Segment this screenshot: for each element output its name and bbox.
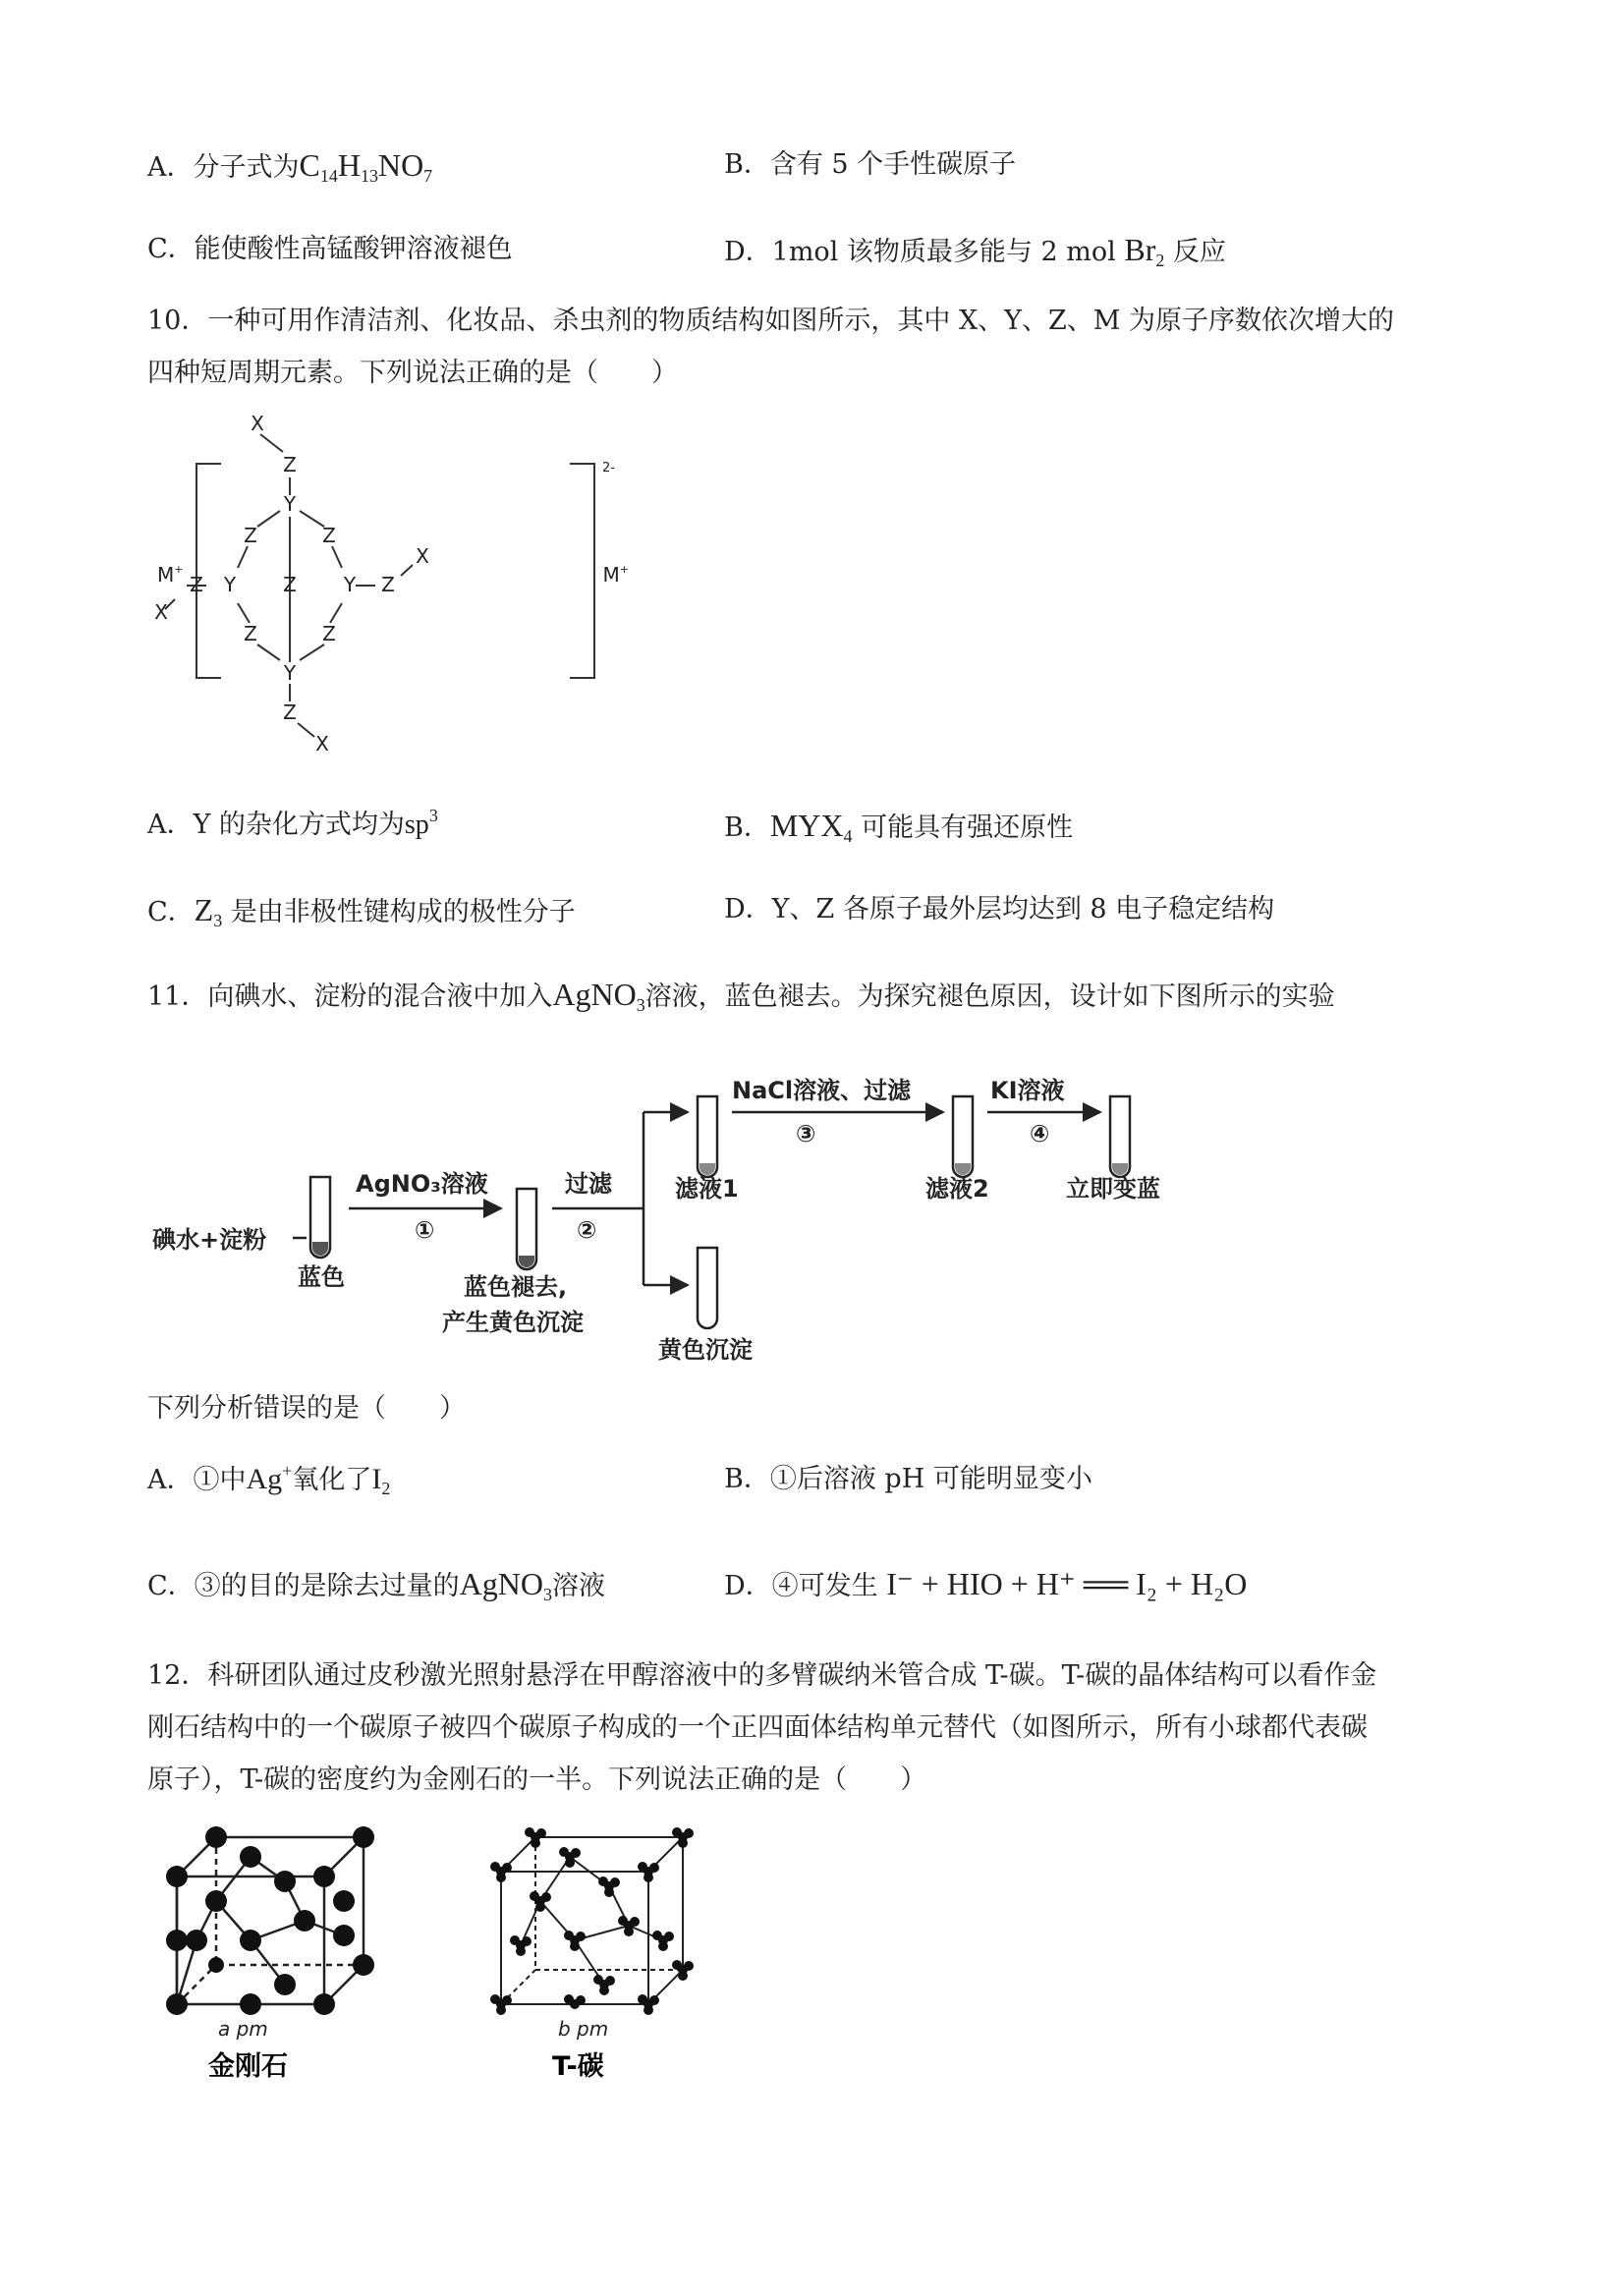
label-precipitate: 黄色沉淀 xyxy=(658,1336,753,1364)
atom-z-bottom: Z xyxy=(283,700,297,724)
q11-option-b: B．①后溶液 pH 可能明显变小 xyxy=(724,1464,1092,1494)
q11-stem-line1 xyxy=(147,975,1335,1017)
q10-option-b-text: 可能具有强还原性 xyxy=(861,812,1074,843)
atom-z-top: Z xyxy=(283,453,297,476)
q9-option-a xyxy=(147,145,432,188)
t-carbon-label: T-碳 xyxy=(552,2051,604,2082)
q11-option-d xyxy=(724,1564,1247,1606)
q9-option-d-formula: $Br_2$ xyxy=(1124,232,1165,270)
atom-z-center: Z xyxy=(283,573,297,596)
atom-y-left: Y xyxy=(223,573,237,596)
q10-stem-line1: 10．一种可用作清洁剂、化妆品、杀虫剂的物质结构如图所示，其中 X、Y、Z、M 为原子序数依次增大的 xyxy=(147,306,1394,336)
label-tube2-line1: 蓝色褪去, xyxy=(464,1273,568,1301)
label-start: 碘水+淀粉 xyxy=(152,1226,267,1254)
q11-option-d-text: D．④可发生 xyxy=(724,1571,878,1601)
label-tube1: 蓝色 xyxy=(298,1263,345,1291)
q10-option-d: D．Y、Z 各原子最外层均达到 8 电子稳定结构 xyxy=(724,894,1275,924)
q10-option-c xyxy=(147,890,576,932)
q9-option-c: C．能使酸性高锰酸钾溶液褪色 xyxy=(147,234,513,264)
counter-ion-right: M+ xyxy=(602,563,629,587)
q10-option-c-label: C． xyxy=(147,897,195,927)
q10-option-a-formula: $sp^3$ xyxy=(404,806,438,840)
arrow4-step: ④ xyxy=(1030,1120,1050,1148)
q11-prompt: 下列分析错误的是（ ） xyxy=(147,1393,466,1424)
atom-z-right: Z xyxy=(381,573,395,596)
atom-x-right: X xyxy=(416,544,429,568)
arrow4-reagent: KI溶液 xyxy=(990,1077,1065,1104)
arrow3-step: ③ xyxy=(796,1120,816,1148)
atom-y-right: Y xyxy=(343,573,357,596)
q9-option-a-formula: $C_{14}H_{13}NO_7$ xyxy=(299,147,433,186)
arrow2-action: 过滤 xyxy=(565,1170,612,1198)
q11-option-d-equation: I⁻ + HIO + H⁺ ══ I₂ + H₂O xyxy=(886,1566,1248,1601)
arrow1-step: ① xyxy=(415,1216,435,1244)
q9-option-d-suffix: 反应 xyxy=(1172,237,1226,267)
diamond-label: 金刚石 xyxy=(208,2051,288,2082)
atom-z-ll: Z xyxy=(244,622,257,645)
test-tube-precipitate xyxy=(698,1248,717,1328)
arrow2-step: ② xyxy=(577,1216,597,1244)
atom-x-top: X xyxy=(251,412,264,435)
label-filtrate1: 滤液1 xyxy=(675,1175,739,1203)
left-bracket xyxy=(196,464,221,678)
t-carbon-dimension: b pm xyxy=(558,2017,609,2041)
atom-y-bottom: Y xyxy=(283,661,297,685)
q11-option-c: C．③的目的是除去过量的AgNO$_3$溶液 xyxy=(147,1566,605,1604)
label-tube2-line2: 产生黄色沉淀 xyxy=(442,1309,584,1336)
q11-option-c-text: C．③的目的是除去过量的 xyxy=(147,1571,460,1601)
atom-x-left: X xyxy=(154,600,168,624)
counter-ion-left: M+ xyxy=(157,563,184,587)
q9-option-a-text: A．分子式为 xyxy=(147,152,300,183)
q9-option-b: B．含有 5 个手性碳原子 xyxy=(724,149,1017,180)
q10-option-a xyxy=(147,806,438,845)
q11-flow-figure xyxy=(147,1051,1228,1375)
arrow3-reagent: NaCl溶液、过滤 xyxy=(732,1077,912,1104)
q11-option-c-formula: AgNO$_3$ xyxy=(459,1566,552,1604)
arrow1-reagent: AgNO₃溶液 xyxy=(356,1170,488,1198)
q10-option-b-formula: $MYX_4$ xyxy=(769,808,853,846)
atom-z-ul: Z xyxy=(244,524,257,547)
diamond-crystal-figure xyxy=(157,1818,383,2083)
q11-stem-suffix: 溶液，蓝色褪去。为探究褪色原因，设计如下图所示的实验 xyxy=(644,981,1335,1012)
q11-stem-text: 11．向碘水、淀粉的混合液中加入 xyxy=(147,981,553,1012)
q12-stem-line3: 原子），T-碳的密度约为金刚石的一半。下列说法正确的是（ ） xyxy=(147,1764,927,1795)
t-carbon-crystal-figure xyxy=(481,1818,698,2083)
q10-option-c-text: 是由非极性键构成的极性分子 xyxy=(230,897,576,927)
atom-x-bottom: X xyxy=(315,732,329,756)
q9-option-d-text: D．1mol 该物质最多能与 2 mol xyxy=(724,237,1116,267)
diamond-dimension: a pm xyxy=(218,2017,268,2041)
label-filtrate2: 滤液2 xyxy=(925,1175,989,1203)
atom-y-top: Y xyxy=(283,492,297,516)
q11-option-a: A．①中Ag+氧化了$I_2$ xyxy=(147,1461,391,1498)
q12-stem-line2: 刚石结构中的一个碳原子被四个碳原子构成的一个正四面体结构单元替代（如图所示，所有小球都代表碳 xyxy=(147,1712,1368,1743)
atom-z-left: Z xyxy=(190,573,203,596)
atom-z-lr: Z xyxy=(322,622,336,645)
right-bracket xyxy=(570,464,594,678)
q9-option-d xyxy=(724,230,1226,272)
q10-stem-line2: 四种短周期元素。下列说法正确的是（ ） xyxy=(147,358,678,388)
label-result: 立即变蓝 xyxy=(1066,1175,1160,1203)
q10-structure-figure xyxy=(147,412,629,766)
q10-option-a-text: A．Y 的杂化方式均为 xyxy=(147,810,405,840)
q11-option-a-text: A．①中 xyxy=(147,1465,247,1495)
q12-stem-line1: 12．科研团队通过皮秒激光照射悬浮在甲醇溶液中的多臂碳纳米管合成 T-碳。T-碳的晶体结构可以看作金 xyxy=(147,1660,1377,1691)
atom-z-ur: Z xyxy=(322,524,336,547)
q10-option-c-formula: $Z_3$ xyxy=(194,892,223,930)
q10-option-b-label: B． xyxy=(724,812,770,843)
anion-charge: 2- xyxy=(602,461,615,476)
q11-stem-formula: AgNO$_3$ xyxy=(552,977,645,1015)
q10-option-b xyxy=(724,806,1073,848)
